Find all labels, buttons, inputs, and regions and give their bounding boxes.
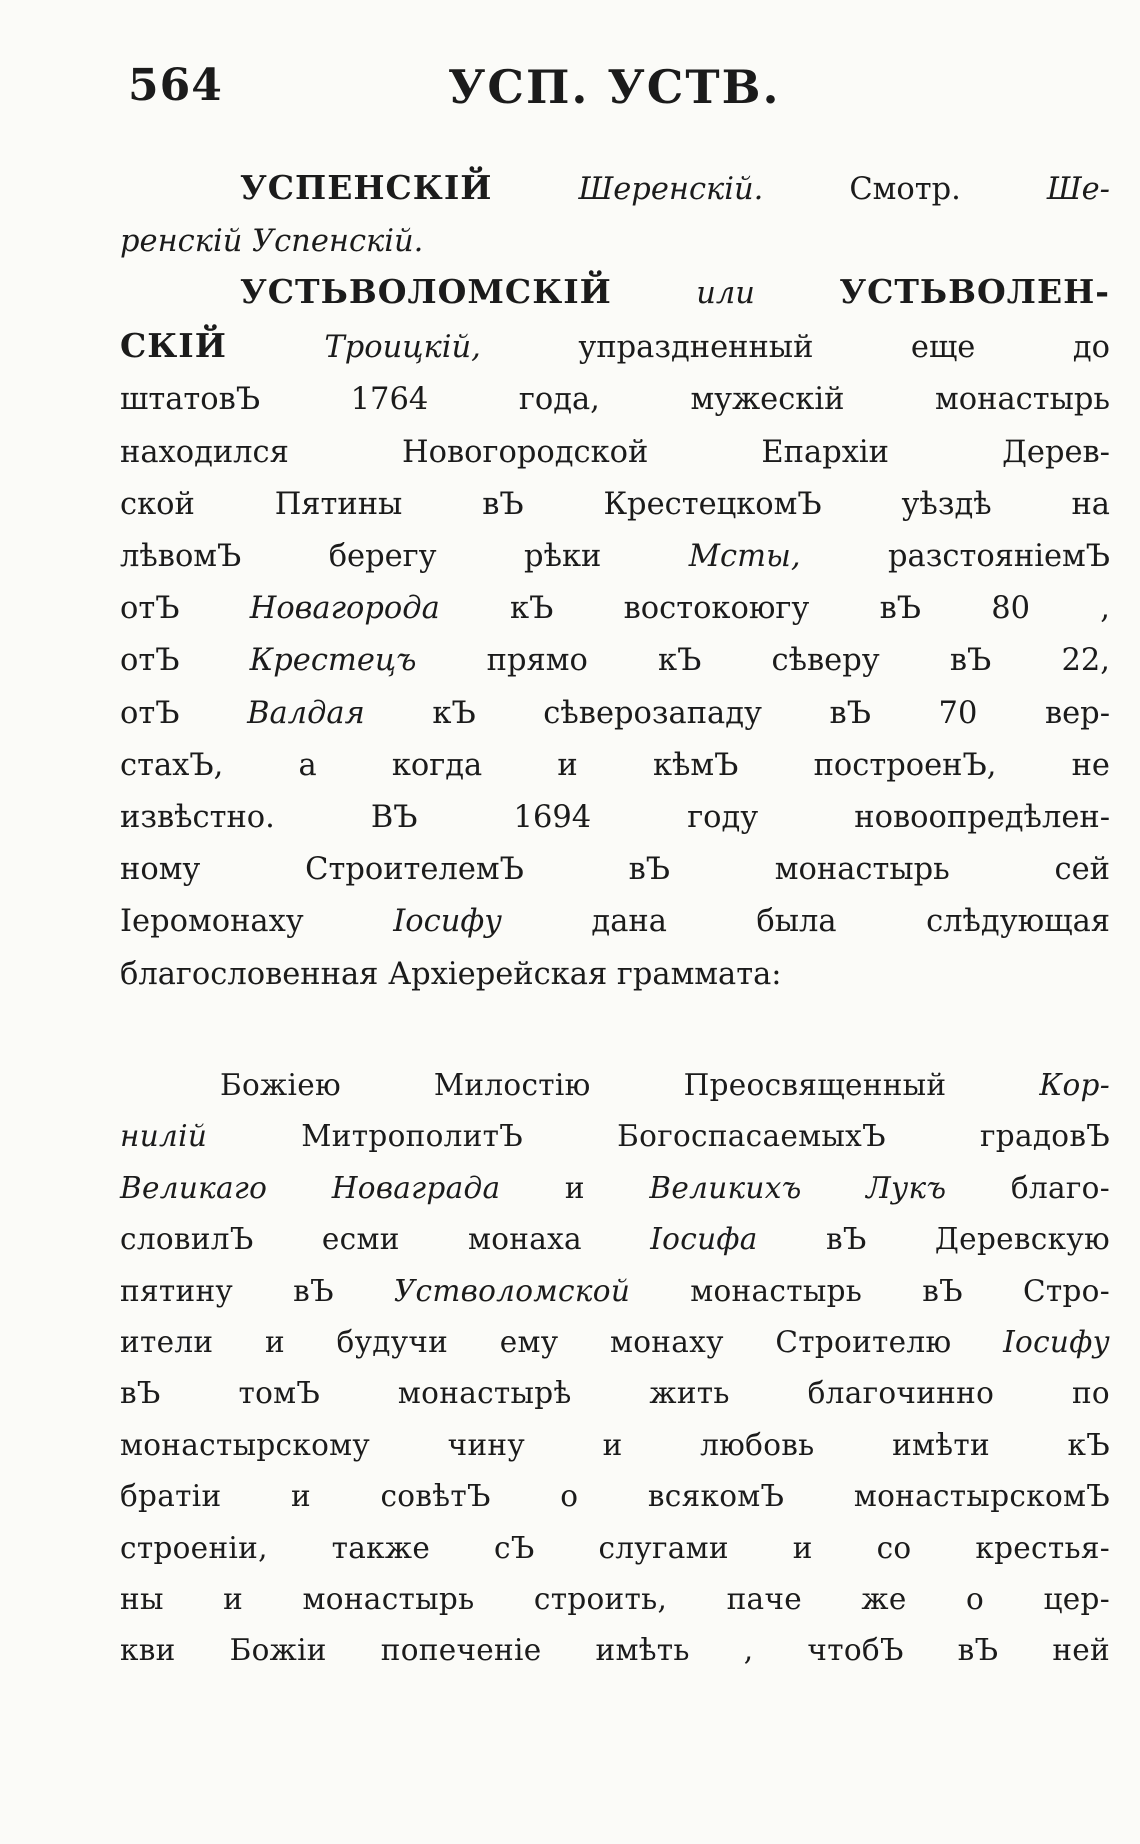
italic-text: Іосифу (1003, 1325, 1110, 1360)
line-text: упраздненный еще до (480, 330, 1110, 366)
text-line: кви Божіи попеченіе имѣть , чтобЪ вЪ ней (120, 1633, 1110, 1668)
entry-uspenskiy (120, 162, 1110, 268)
text-line: стахЪ, а когда и кѣмЪ построенЪ, не (120, 747, 1110, 783)
text-line (120, 531, 1110, 583)
italic-text: Мсты, (688, 539, 801, 575)
italic-text: или (611, 276, 840, 311)
italic-text: Великаго Новаграда (120, 1170, 501, 1205)
entry-heading-alt: УСТЬВОЛЕН- (839, 272, 1110, 311)
text-line (120, 1111, 1110, 1162)
line-text: Іеромонаху (120, 904, 394, 940)
line-text: прямо кЪ сѣверу вЪ 22, (416, 643, 1110, 679)
text-line: вЪ томЪ монастырѣ жить благочинно по (120, 1376, 1110, 1411)
line-text: и (500, 1170, 650, 1205)
line-text: МитрополитЪ БогоспасаемыхЪ градовЪ (207, 1119, 1110, 1154)
italic-text: Новагорода (249, 591, 440, 627)
line-text: отЪ (120, 591, 250, 627)
text-line (120, 266, 1110, 320)
text-line: ской Пятины вЪ КрестецкомЪ уѣздѣ на (120, 486, 1110, 522)
italic-text: Шеренскій. (578, 172, 764, 207)
line-text: кЪ сѣверозападу вЪ 70 вер- (364, 695, 1110, 731)
line-text: дана была слѣдующая (501, 904, 1110, 940)
italic-text: Крестецъ (249, 643, 417, 679)
text-line (120, 1060, 1110, 1111)
text-line (120, 1214, 1110, 1265)
line-text: словилЪ есми монаха (120, 1222, 651, 1257)
text-line: монастырскому чину и любовь имѣти кЪ (120, 1427, 1110, 1462)
italic-text: ренскій Успенскій. (120, 224, 424, 260)
italic-text: Іосифу (393, 904, 502, 940)
text-line: находился Новогородской Епархіи Дерев- (120, 434, 1110, 470)
italic-text: Ше- (1046, 172, 1110, 207)
line-text: отЪ (120, 695, 248, 731)
entry-heading: УСПЕНСКІЙ (240, 168, 493, 207)
text-line: братіи и совѣтЪ о всякомЪ монастырскомЪ (120, 1479, 1110, 1514)
text-line: строеніи, также сЪ слугами и со крестья- (120, 1530, 1110, 1565)
text-line (120, 1266, 1110, 1317)
line-text: благо- (946, 1170, 1110, 1205)
entry-heading: УСТЬВОЛОМСКІЙ (240, 272, 612, 311)
line-text: лѣвомЪ берегу рѣки (120, 539, 689, 575)
line-text: Божіею Милостію Преосвященный (220, 1068, 1040, 1102)
running-head: УСП. УСТВ. (448, 60, 781, 114)
text-line (120, 216, 1110, 268)
line-text: кЪ востокоюгу вЪ 80 , (439, 591, 1110, 627)
entry-ustvolomskiy (120, 266, 1110, 1001)
text-line: благословенная Архіерейская граммата: (120, 956, 782, 992)
italic-text: Іосифа (650, 1222, 758, 1257)
italic-text: нилій (120, 1119, 208, 1154)
text-line: штатовЪ 1764 года, мужескій монастырь (120, 382, 1110, 418)
text-line: извѣстно. ВЪ 1694 году новоопредѣлен- (120, 800, 1110, 836)
text-line (120, 688, 1110, 740)
italic-text: Кор- (1039, 1068, 1110, 1102)
italic-text: Валдая (247, 695, 365, 731)
line-text: отЪ (120, 643, 250, 679)
page-number: 564 (128, 60, 223, 111)
line-text: ители и будучи ему монаху Строителю (120, 1325, 1004, 1360)
italic-text: Устволомской (393, 1273, 631, 1308)
line-text: разстояніемЪ (800, 539, 1111, 575)
italic-text: Троицкій, (226, 330, 481, 366)
italic-text: Великихъ Лукъ (649, 1170, 947, 1205)
line-text: пятину вЪ (120, 1273, 394, 1308)
text-line (120, 635, 1110, 687)
text-line (120, 583, 1110, 635)
text-line (120, 320, 1110, 374)
charter-text (120, 1060, 1110, 1677)
page-header (128, 60, 1088, 130)
text-line (120, 1317, 1110, 1368)
text-line (120, 896, 1110, 948)
line-text: вЪ Деревскую (757, 1222, 1110, 1257)
text-line: ному СтроителемЪ вЪ монастырь сей (120, 852, 1110, 888)
text-line (120, 1163, 1110, 1214)
text-line (120, 162, 1110, 216)
entry-heading-cont: СКІЙ (120, 326, 227, 366)
line-text: Смотр. (849, 172, 961, 207)
line-text: монастырь вЪ Стро- (630, 1273, 1110, 1308)
text-line: ны и монастырь строить, паче же о цер- (120, 1582, 1110, 1617)
